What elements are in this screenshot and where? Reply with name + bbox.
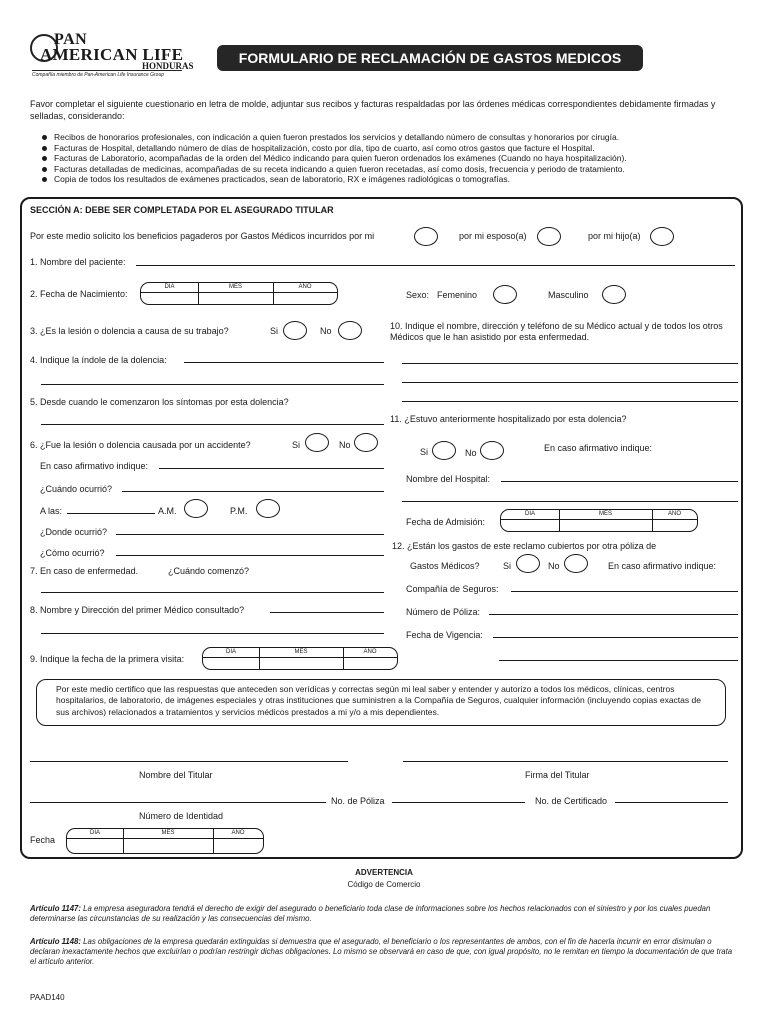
intro-text: Favor completar el siguiente cuestionario en letra de molde, adjuntar sus recibos y facturas respaldadas por las órdenes médicas correspondientes debidamente firmadas y selladas, considerando: [30,99,716,121]
q6-label: 6. ¿Fue la lesión o dolencia causada por un accidente? [30,440,251,450]
q4-label: 4. Indique la índole de la dolencia: [30,355,167,365]
first-visit-date-field[interactable] [202,647,398,670]
accident-when-field[interactable] [122,491,384,492]
illness-start-field[interactable] [41,592,384,593]
accident-where-field[interactable] [116,534,384,535]
policy-no-option[interactable] [564,554,588,573]
q11-label: 11. ¿Estuvo anteriormente hospitalizado por esta dolencia? [390,414,627,424]
article-1148-label: Artículo 1148: [30,937,81,946]
q12d-label: Compañía de Seguros: [406,584,499,594]
section-a-title: SECCIÓN A: DEBE SER COMPLETADA POR EL ASEGURADO TITULAR [30,205,334,215]
month-label: MES [598,511,612,517]
article-1147-label: Artículo 1147: [30,904,81,913]
am-option[interactable] [184,499,208,518]
work-no-label: No [320,326,332,336]
warning-subtitle: Código de Comercio [347,880,421,889]
day-label: DIA [524,511,535,517]
month-label: MES [228,284,242,290]
q12f-label: Fecha de Vigencia: [406,630,483,640]
q10-label: 10. Indique el nombre, dirección y teléfono de su Médico actual y de todos los otros Médicos que le han asistido por esta enfermedad. [390,321,723,342]
holder-name-label: Nombre del Titular [139,770,213,780]
q9-label: 9. Indique la fecha de la primera visita: [30,654,185,664]
q10-field-2[interactable] [402,382,738,383]
q12c-label: En caso afirmativo indique: [608,561,717,571]
accident-detail-field[interactable] [159,468,384,469]
accident-no-label: No [339,440,351,450]
policy-number-field[interactable] [392,802,525,803]
q5-label: 5. Desde cuando le comenzaron los síntomas por esta dolencia? [30,397,289,407]
hospital-name-field[interactable] [501,481,738,482]
warning-title: ADVERTENCIA [355,868,413,877]
logo-line3: HONDURAS [142,61,194,71]
accident-time-field[interactable] [67,513,155,514]
q12-label: 12. ¿Están los gastos de este reclamo cubiertos por otra póliza de [392,541,657,551]
date-label: Fecha [30,835,56,845]
id-number-field[interactable] [30,802,326,803]
validity-field[interactable] [493,637,738,638]
accident-no-option[interactable] [354,433,378,452]
hospital-name-field-2[interactable] [402,501,738,502]
self-option[interactable] [414,227,438,246]
holder-signature-field[interactable] [403,761,728,762]
logo-tagline: Compañía miembro de Pan-American Life Insurance Group [32,72,165,78]
day-label: DIA [89,830,100,836]
work-no-option[interactable] [338,321,362,340]
work-yes-label: Si [270,326,279,336]
day-label: DIA [164,284,175,290]
first-doctor-field-2[interactable] [41,633,384,634]
am-label: A.M. [158,506,177,516]
q6d-label: ¿Donde ocurrió? [40,527,108,537]
list-item: Copia de todos los resultados de exámenes practicados, sean de laboratorio, RX e imágenes radiológicas o tomografías. [40,174,750,185]
hosp-yes-option[interactable] [432,441,456,460]
accident-yes-option[interactable] [305,433,329,452]
q1-label: 1. Nombre del paciente: [30,257,126,267]
first-doctor-field-1[interactable] [270,612,384,613]
female-option[interactable] [493,285,517,304]
policy-yes-option[interactable] [516,554,540,573]
policy-yes-label: Si [503,561,512,571]
pm-option[interactable] [256,499,280,518]
ailment-field-1[interactable] [184,362,384,363]
certification-text: Por este medio certifico que las respuestas que anteceden son verídicas y correctas según mi leal saber y entender y autorizo a todos los médicos, clínicas, centros hospitalarios, de laboratorio, de imágenes especiales y otras instituciones que suministren a la Compañía de Seguros, cualquier información (incluyendo copias exactas de sus archivos) relacionados a tratamientos y servicios médicos prestados a mi y/o a mis dependientes. [56,684,701,717]
admission-date-field[interactable] [500,509,698,532]
certificate-number-field[interactable] [615,802,728,803]
certificate-number-label: No. de Certificado [535,796,608,806]
year-label: AÑO [231,830,245,836]
hosp-no-option[interactable] [480,441,504,460]
child-label: por mi hijo(a) [588,231,641,241]
male-label: Masculino [548,290,589,300]
article-1147-text: La empresa aseguradora tendrá el derecho de exigir del asegurado o beneficiario toda clase de informaciones sobre los hechos relacionados con el siniestro y por los cuales puedan determinarse las circunstancias de su realización y las consecuencias del mismo. [30,904,711,923]
spouse-option[interactable] [537,227,561,246]
accident-yes-label: Si [292,440,301,450]
insurer-field[interactable] [511,591,738,592]
q11b-label: Nombre del Hospital: [406,474,491,484]
pm-label: P.M. [230,506,248,516]
child-option[interactable] [650,227,674,246]
logo-line2: AMERICAN LIFE [40,45,184,64]
q2-label: 2. Fecha de Nacimiento: [30,289,128,299]
company-logo [30,32,200,80]
sex-label: Sexo: [406,290,430,300]
year-label: AÑO [667,511,681,517]
q11a-label: En caso afirmativo indique: [544,443,653,453]
form-code: PAAD140 [30,993,65,1002]
year-label: AÑO [363,649,377,655]
list-item: Facturas de Laboratorio, acompañadas de la orden del Médico indicando para quien fueron ordenados los exámenes (Cuando no haya hospitalización). [40,153,750,164]
form-title: FORMULARIO DE RECLAMACIÓN DE GASTOS MEDICOS [217,45,643,71]
male-option[interactable] [602,285,626,304]
logo-line1: PAN [54,31,88,48]
article-1147 [30,904,738,924]
q12b-label: Gastos Médicos? [410,561,480,571]
q12e-label: Número de Póliza: [406,607,481,617]
q6a-label: En caso afirmativo indique: [40,461,149,471]
request-text: Por este medio solicito los beneficios pagaderos por Gastos Médicos incurridos por mi [30,231,375,241]
validity-field-2[interactable] [499,660,738,661]
female-label: Femenino [437,290,478,300]
q10-field-3[interactable] [402,401,738,402]
q7b-label: ¿Cuándo comenzó? [168,566,250,576]
spouse-label: por mi esposo(a) [459,231,527,241]
q10-field-1[interactable] [402,363,738,364]
patient-name-field[interactable] [136,265,735,266]
q3-label: 3. ¿Es la lesión o dolencia a causa de su trabajo? [30,326,229,336]
q8-label: 8. Nombre y Dirección del primer Médico consultado? [30,605,245,615]
ailment-field-2[interactable] [41,384,384,385]
policy-number-label: No. de Póliza [331,796,385,806]
q6c-label: A las: [40,506,63,516]
list-item: Recibos de honorarios profesionales, con indicación a quien fueron prestados los servicios y detallando número de consultas y honorarios por cirugía. [40,132,750,143]
article-1148 [30,937,738,967]
hosp-yes-label: Si [420,447,429,457]
work-yes-option[interactable] [283,321,307,340]
list-item: Facturas detalladas de medicinas, acompañadas de su receta indicando a quien fueron recetadas, así como dosis, frecuencia y periodo de tratamiento. [40,164,750,175]
birth-date-field[interactable] [140,282,338,305]
holder-signature-label: Firma del Titular [525,770,590,780]
policy-no-label: No [548,561,560,571]
accident-how-field[interactable] [116,555,384,556]
logo-rule [32,70,182,71]
article-1148-text: Las obligaciones de la empresa quedarán extinguidas si demuestra que el asegurado, el beneficiario o los representantes de ambos, con el fin de hacerla incurrir en error disimulan o declaran inexactamente hechos que excluirían o podrían restringir dichas obligaciones. Lo mismo se observará en caso de que, con igual propósito, no le remitan en tiempo la documentación de que trata el artículo anterior. [30,937,733,966]
list-item: Facturas de Hospital, detallando número de días de hospitalización, costo por día, tipo de cuarto, así como otros gastos que facture el Hospital. [40,143,750,154]
hosp-no-label: No [465,448,477,458]
symptoms-field[interactable] [41,424,384,425]
id-number-label: Número de Identidad [139,811,224,821]
month-label: MES [294,649,308,655]
q11c-label: Fecha de Admisión: [406,517,486,527]
q6b-label: ¿Cuándo ocurrió? [40,484,113,494]
q6e-label: ¿Cómo ocurrió? [40,548,105,558]
requirements-list [40,132,750,185]
holder-name-field[interactable] [30,761,348,762]
day-label: DIA [225,649,236,655]
signature-date-field[interactable] [66,828,264,854]
other-policy-field[interactable] [489,614,738,615]
year-label: AÑO [298,284,312,290]
q7-label: 7. En caso de enfermedad. [30,566,139,576]
month-label: MES [161,830,175,836]
